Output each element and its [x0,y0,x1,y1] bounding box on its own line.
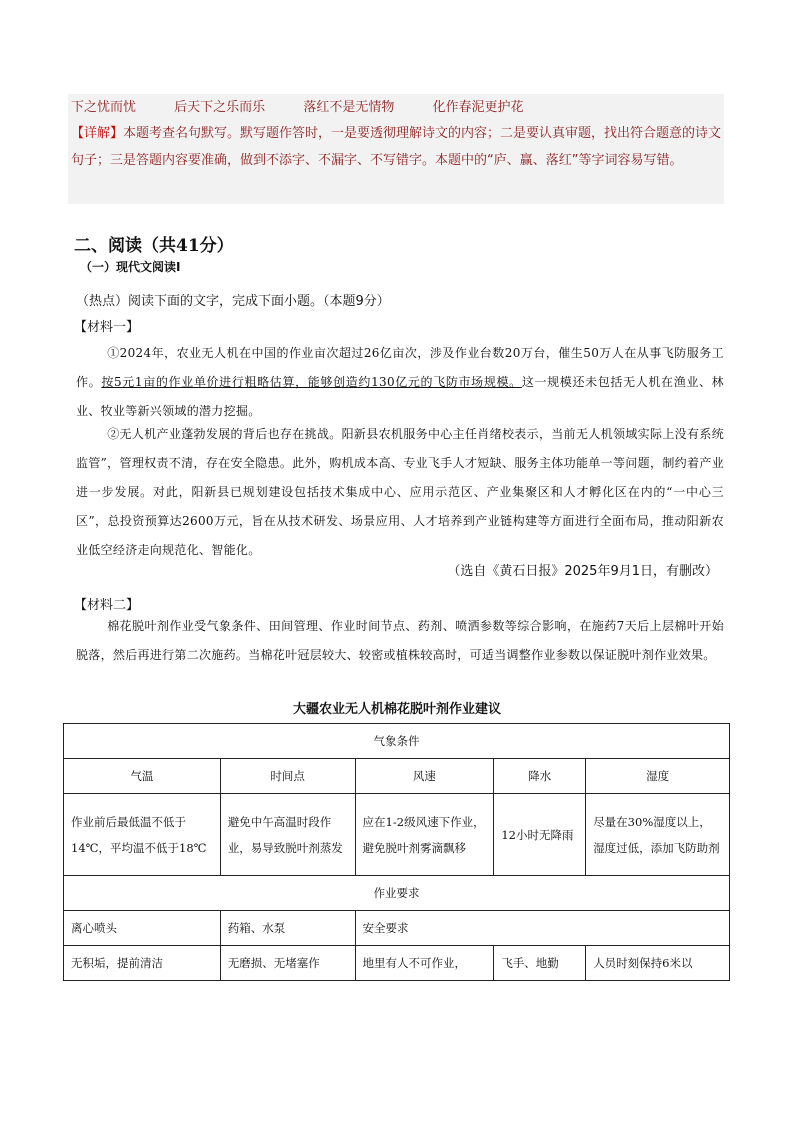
answer-detail [71,120,727,174]
column-header: 风速 [355,759,494,794]
weather-header: 气象条件 [64,724,730,759]
column-header: 湿度 [586,759,730,794]
table-row [64,946,730,981]
table-cell: 尽量在30%湿度以上，湿度过低，添加飞防助剂 [586,794,730,876]
detail-text: 本题考查名句默写。默写题作答时，一是要透彻理解诗文的内容；二是要认真审题，找出符合题意的诗文句子；三是答题内容要准确，做到不添字、不漏字、不写错字。本题中的“庐、赢、落红”等字词容易写错。 [71,126,722,168]
material2-paragraph: 棉花脱叶剂作业受气象条件、田间管理、作业时间节点、药剂、喷洒参数等综合影响，在施药7天后上层棉叶开始脱落，然后再进行第二次施药。当棉花叶冠层较大、较密或植株较高时，可适当调整作业参数以保证脱叶剂作业效果。 [76,619,724,662]
table-cell: 地里有人不可作业， [355,946,494,981]
table-row [64,724,730,759]
material1-paragraph-2: ②无人机产业蓬勃发展的背后也存在挑战。阳新县农机服务中心主任肖绪校表示，当前无人机领域实际上没有系统监管”，管理权责不清，存在安全隐患。此外，购机成本高、专业飞手人才短缺、服务主体功能单一等问题，制约着产业进一步发展。对此，阳新县已规划建设包括技术集成中心、应用示范区、产业集聚区和人才孵化区在内的“一中心三区”，总投资预算达2600万元，旨在从技术研发、场景应用、人才培养到产业链构建等方面进行全面布局，推动阳新农业低空经济走向规范化、智能化。 [76,427,724,557]
p1-underlined: 按5元1亩的作业单价进行粗略估算，能够创造约130亿元的飞防市场规模。 [101,375,522,389]
answer-item: 落红不是无情物 [303,100,395,115]
table-cell: 无磨损、无堵塞作 [220,946,355,981]
table-cell: 人员时刻保持6米以 [586,946,730,981]
table-cell: 作业前后最低温不低于14℃，平均温不低于18℃ [64,794,221,876]
column-header: 时间点 [220,759,355,794]
table-row [64,911,730,946]
advice-table [63,723,730,981]
table-row [64,794,730,876]
answer-item: 化作春泥更护花 [432,100,524,115]
table-title: 大疆农业无人机棉花脱叶剂作业建议 [292,702,501,717]
table-cell: 飞手、地勤 [494,946,586,981]
material1-source: （选自《黄石日报》2025年9月1日，有删改） [447,564,718,579]
reading-intro [76,290,390,309]
table-row [64,876,730,911]
intro-text: 阅读下面的文字，完成下面小题。（本题9分） [128,294,390,309]
table-cell: 药箱、水泵 [220,911,355,946]
section-title: 二、阅读（共41分） [74,236,234,256]
intro-prefix: （热点） [76,294,129,309]
material1-paragraph-1 [76,339,724,426]
table-cell: 无积垢，提前清洁 [64,946,221,981]
column-header: 气温 [64,759,221,794]
p1-text-after: 这一规模还未包括无人机在渔业、林业、牧业等新兴领域的潜力挖掘。 [76,375,724,418]
table-cell: 安全要求 [355,911,729,946]
answer-items [71,96,557,115]
column-header: 降水 [494,759,586,794]
answer-item: 下之忧而忧 [71,100,137,115]
answer-item: 后天下之乐而乐 [174,100,266,115]
material2-label: 【材料二】 [74,598,140,613]
table-cell: 应在1-2级风速下作业，避免脱叶剂雾滴飘移 [355,794,494,876]
table-cell: 离心喷头 [64,911,221,946]
table-row [64,759,730,794]
requirements-header: 作业要求 [64,876,730,911]
material1-label: 【材料一】 [74,320,140,335]
detail-tag: 【详解】 [71,126,124,141]
table-cell: 12小时无降雨 [494,794,586,876]
section-subtitle: （一）现代文阅读Ⅰ [80,260,181,274]
p1-text: ①2024年，农业无人机在中国的作业亩次超过26亿亩次，涉及作业台数20万台，催生50万人在从事飞防服务工作。 [76,346,724,389]
table-cell: 避免中午高温时段作业，易导致脱叶剂蒸发 [220,794,355,876]
